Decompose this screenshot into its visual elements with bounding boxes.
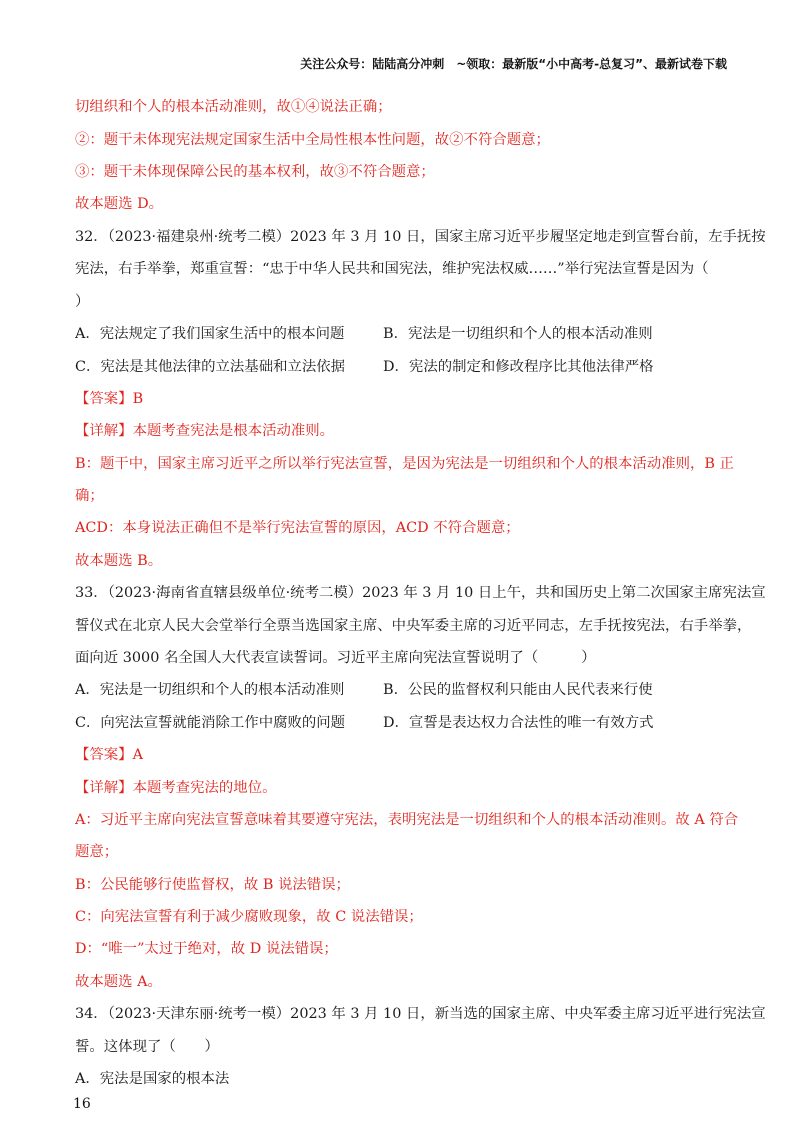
question-33-stem: 誓仪式在北京人民大会堂举行全票当选国家主席、中央军委主席的习近平同志，左手抚按宪法，右手举拳， [75,618,752,634]
question-33-option-d: D．宣誓是表达权力合法性的唯一有效方式 [383,715,654,731]
question-34-stem: 誓。这体现了（ ） [75,1039,219,1055]
question-33-stem: 面向近 3000 名全国人大代表宣读誓词。习近平主席向宪法宣誓说明了（ ） [75,650,596,666]
question-32-option-d: D．宪法的制定和修改程序比其他法律严格 [383,359,654,375]
question-33-option-a: A．宪法是一切组织和个人的根本活动准则 [75,682,345,698]
question-32-conclusion: 故本题选 B。 [75,553,163,569]
question-32-explanation: 确； [75,488,104,504]
question-32-answer: 【答案】B [75,391,144,407]
question-32-stem: 宪法，右手举拳，郑重宣誓：“忠于中华人民共和国宪法，维护宪法权威……”举行宪法宣誓是因为（ [75,261,709,277]
explanation-line: 切组织和个人的根本活动准则，故①④说法正确； [75,99,392,115]
question-33-detail: 【详解】本题考查宪法的地位。 [75,780,277,796]
question-33-option-b: B．公民的监督权利只能由人民代表来行使 [383,682,653,698]
question-32-option-a: A．宪法规定了我们国家生活中的根本问题 [75,326,345,342]
question-32-explanation: ACD：本身说法正确但不是举行宪法宣誓的原因，ACD 不符合题意； [75,520,520,536]
question-33-explanation: A：习近平主席向宪法宣誓意味着其要遵守宪法，表明宪法是一切组织和个人的根本活动准则。故 A 符合 [75,812,739,828]
question-34-stem: 34．（2023·天津东丽·统考一模）2023 年 3 月 10 日，新当选的国家主席、中央军委主席习近平进行宪法宣 [75,1006,766,1022]
explanation-line: ③：题干未体现保障公民的基本权利，故③不符合题意； [75,164,435,180]
question-33-explanation: D：“唯一”太过于绝对，故 D 说法错误； [75,941,338,957]
question-32-stem: 32．（2023·福建泉州·统考二模）2023 年 3 月 10 日，国家主席习近平步履坚定地走到宣誓台前，左手抚按 [75,229,766,245]
question-32-option-b: B．宪法是一切组织和个人的根本活动准则 [383,326,653,342]
question-32-option-c: C．宪法是其他法律的立法基础和立法依据 [75,359,346,375]
question-33-explanation: C：向宪法宣誓有利于减少腐败现象，故 C 说法错误； [75,909,423,925]
question-33-explanation: 题意； [75,844,119,860]
page-header: 关注公众号：陆陆高分冲刺 ~领取：最新版“小中高考-总复习”、最新试卷下载 [300,57,727,71]
question-32-detail: 【详解】本题考查宪法是根本活动准则。 [75,423,335,439]
question-33-conclusion: 故本题选 A。 [75,974,162,990]
conclusion-line: 故本题选 D。 [75,196,164,212]
question-33-stem: 33．（2023·海南省直辖县级单位·统考二模）2023 年 3 月 10 日上午，共和国历史上第二次国家主席宪法宣 [75,585,766,601]
question-32-explanation: B：题干中，国家主席习近平之所以举行宪法宣誓，是因为宪法是一切组织和个人的根本活动准则，B 正 [75,456,734,472]
question-32-stem: ） [75,294,90,310]
explanation-line: ②：题干未体现宪法规定国家生活中全局性根本性问题，故②不符合题意； [75,132,550,148]
page-number: 16 [73,1096,91,1112]
question-34-option-a: A．宪法是国家的根本法 [75,1071,230,1087]
question-33-explanation: B：公民能够行使监督权，故 B 说法错误； [75,877,350,893]
question-33-option-c: C．向宪法宣誓就能消除工作中腐败的问题 [75,715,346,731]
question-33-answer: 【答案】A [75,747,143,763]
